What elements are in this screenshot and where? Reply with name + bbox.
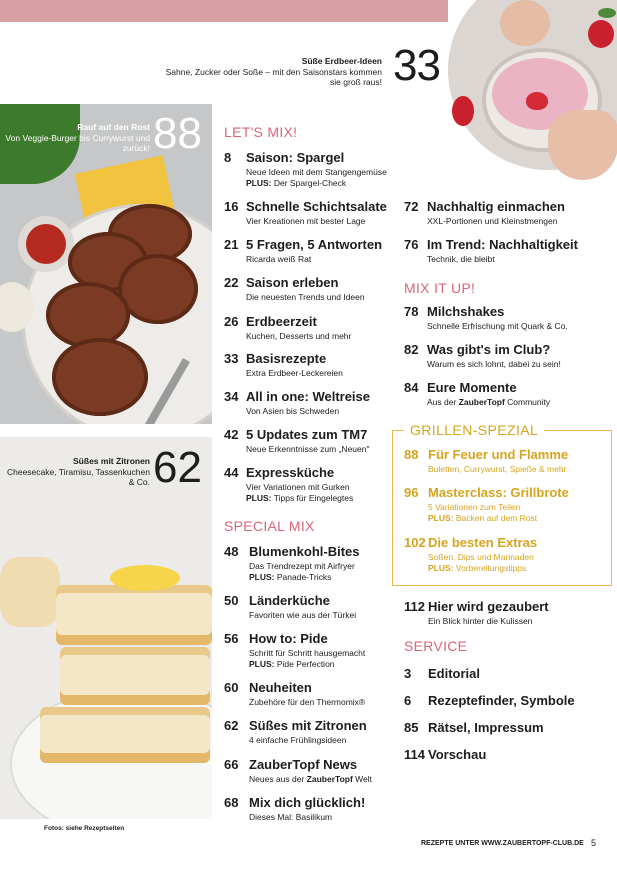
- page-number: 21: [224, 237, 239, 252]
- entry-subtitle: [428, 464, 566, 475]
- entry-title: Neuheiten: [249, 680, 312, 695]
- entry-subtitle: [246, 292, 365, 303]
- subtitle-text: XXL-Portionen und Kleinstmengen: [427, 216, 558, 226]
- footer-url[interactable]: REZEPTE UNTER WWW.ZAUBERTOPF-CLUB.DE: [421, 840, 584, 847]
- entry-subtitle: [249, 610, 356, 621]
- page-number: 48: [224, 544, 239, 559]
- entry-subtitle: Ein Blick hinter die Kulissen: [428, 616, 533, 626]
- subtitle-text: Extra Erdbeer-Leckereien: [246, 368, 343, 378]
- plus-text: Pide Perfection: [276, 658, 335, 669]
- page-number: 84: [404, 380, 419, 395]
- page-number: 6: [404, 693, 412, 708]
- subtitle-text: Buletten, Currywurst, Spieße & mehr: [428, 464, 567, 474]
- subtitle-text: Soßen, Dips und Marinaden: [428, 552, 534, 562]
- plus-label: PLUS:: [428, 562, 454, 573]
- plus-label: PLUS:: [249, 658, 275, 669]
- entry-subtitle: [427, 321, 568, 332]
- entry-title: Rätsel, Impressum: [428, 720, 544, 735]
- subtitle-text: Neue Ideen mit dem Stangengemüse: [246, 167, 387, 177]
- subtitle-after: Welt: [352, 774, 373, 784]
- entry-title: Saison: Spargel: [246, 150, 345, 165]
- feature-lemon[interactable]: [0, 442, 212, 502]
- subtitle-after: Community: [504, 397, 551, 407]
- page-number: 62: [224, 718, 239, 733]
- entry-title: Milchshakes: [427, 304, 505, 319]
- entry-subtitle: [249, 812, 332, 823]
- page-number: 66: [224, 757, 239, 772]
- subtitle-text: Schritt für Schritt hausgemacht: [249, 648, 366, 658]
- entry-title: Erdbeerzeit: [246, 314, 317, 329]
- plus-label: PLUS:: [428, 512, 454, 523]
- entry-title: Nachhaltig einmachen: [427, 199, 565, 214]
- section-mix-it-up: MIX IT UP!: [404, 280, 476, 296]
- entry-title: Basisrezepte: [246, 351, 327, 366]
- subtitle-text: Die neuesten Trends und Ideen: [246, 292, 365, 302]
- page-number: 26: [224, 314, 239, 329]
- page-number: 16: [224, 199, 239, 214]
- photo-credit: Fotos: siehe Rezeptseiten: [44, 825, 125, 832]
- subtitle-text: Zubehöre für den Thermomix®: [249, 697, 366, 707]
- plus-text: Vorbereitungstipps: [455, 562, 527, 573]
- subtitle-text: 5 Variationen zum Teilen: [428, 502, 521, 512]
- page-number: 82: [404, 342, 419, 357]
- entry-title: Die besten Extras: [428, 535, 538, 550]
- subtitle-text: Von Asien bis Schweden: [246, 406, 340, 416]
- strawberry-dessert-photo: [448, 0, 617, 186]
- plus-label: PLUS:: [246, 177, 272, 188]
- plus-text: Der Spargel-Check: [273, 177, 347, 188]
- footer-page-number: 5: [591, 838, 597, 848]
- feature-page-number: 62: [153, 443, 202, 492]
- page-number: 96: [404, 485, 419, 500]
- page-number: 112: [404, 599, 425, 614]
- entry-title: Länderküche: [249, 593, 330, 608]
- section-lets-mix: LET'S MIX!: [224, 124, 298, 140]
- page-number: 50: [224, 593, 239, 608]
- page-number: 56: [224, 631, 239, 646]
- subtitle-text: Warum es sich lohnt, dabei zu sein!: [427, 359, 561, 369]
- entry-subtitle: [246, 216, 365, 227]
- section-service: SERVICE: [404, 638, 468, 654]
- page-number: 85: [404, 720, 419, 735]
- entry-title: Hier wird gezaubert: [428, 599, 549, 614]
- page-number: 114: [404, 747, 425, 762]
- page-number: 72: [404, 199, 419, 214]
- feature-title: Süßes mit Zitronen: [73, 456, 150, 466]
- entry-subtitle: [246, 482, 353, 503]
- entry-subtitle: [246, 167, 387, 188]
- entry-title: All in one: Weltreise: [246, 389, 371, 404]
- entry-title: Süßes mit Zitronen: [249, 718, 367, 733]
- subtitle-text: Neues aus der: [249, 774, 305, 784]
- entry-title: Was gibt's im Club?: [427, 342, 551, 357]
- page-number: 3: [404, 666, 412, 681]
- subtitle-brand: ZauberTopf: [306, 774, 353, 784]
- feature-title: Süße Erdbeer-Ideen: [301, 56, 382, 66]
- entry-subtitle: [427, 254, 495, 265]
- entry-subtitle: [246, 331, 351, 342]
- subtitle-text: Kuchen, Desserts und mehr: [246, 331, 352, 341]
- entry-title: Vorschau: [428, 747, 487, 762]
- page-number: 76: [404, 237, 419, 252]
- entry-title: Mix dich glücklich!: [249, 795, 366, 810]
- entry-subtitle: [249, 561, 355, 582]
- entry-subtitle: [428, 552, 534, 573]
- subtitle-text: Favoriten wie aus der Türkei: [249, 610, 357, 620]
- entry-title: Schnelle Schichtsalate: [246, 199, 387, 214]
- entry-title: Expressküche: [246, 465, 335, 480]
- entry-subtitle: [249, 648, 365, 669]
- entry-subtitle: [427, 216, 557, 227]
- entry-subtitle: [246, 254, 311, 265]
- entry-title: Saison erleben: [246, 275, 339, 290]
- entry-subtitle: [427, 397, 550, 408]
- feature-strawberry[interactable]: [165, 41, 440, 90]
- entry-subtitle: [246, 406, 339, 417]
- entry-title: Masterclass: Grillbrote: [428, 485, 569, 500]
- feature-title: Rauf auf den Rost: [77, 122, 150, 132]
- subtitle-text: Schnelle Erfrischung mit Quark & Co.: [427, 321, 568, 331]
- entry-title: Rezeptefinder, Symbole: [428, 693, 575, 708]
- page-number: 68: [224, 795, 239, 810]
- section-special-mix: SPECIAL MIX: [224, 518, 315, 534]
- plus-text: Panade-Tricks: [276, 571, 332, 582]
- entry-subtitle: [246, 368, 343, 379]
- plus-text: Tipps für Eingelegtes: [273, 492, 354, 503]
- entry-title: Eure Momente: [427, 380, 517, 395]
- subtitle-text: Vier Variationen mit Gurken: [246, 482, 350, 492]
- page-number: 33: [224, 351, 239, 366]
- section-grillen-spezial: GRILLEN-SPEZIAL: [404, 422, 544, 438]
- subtitle-brand: ZauberTopf: [458, 397, 505, 407]
- entry-subtitle: [427, 359, 561, 370]
- entry-title: How to: Pide: [249, 631, 328, 646]
- page-number: 34: [224, 389, 239, 404]
- plus-label: PLUS:: [249, 571, 275, 582]
- page-number: 60: [224, 680, 239, 695]
- entry-title: ZauberTopf News: [249, 757, 358, 772]
- feature-page-number: 88: [153, 109, 202, 158]
- page-number: 8: [224, 150, 232, 165]
- page-number: 44: [224, 465, 239, 480]
- plus-label: PLUS:: [246, 492, 272, 503]
- entry-title: 5 Updates zum TM7: [246, 427, 368, 442]
- subtitle-text: Ricarda weiß Rat: [246, 254, 312, 264]
- page-number: 42: [224, 427, 239, 442]
- feature-text: Von Veggie-Burger bis Currywurst und zurück!: [5, 132, 150, 153]
- entry-title: Für Feuer und Flamme: [428, 447, 569, 462]
- feature-page-number: 33: [393, 41, 440, 90]
- feature-text: Cheesecake, Tiramisu, Tassenkuchen & Co.: [6, 466, 150, 487]
- subtitle-text: Das Trendrezept mit Airfryer: [249, 561, 355, 571]
- feature-text: Sahne, Zucker oder Soße – mit den Saisonstars kommen sie groß raus!: [165, 66, 382, 87]
- subtitle-text: Dieses Mal: Basilikum: [249, 812, 333, 822]
- plus-text: Backen auf dem Rost: [455, 512, 538, 523]
- entry-title: 5 Fragen, 5 Antworten: [246, 237, 383, 252]
- page-number: 22: [224, 275, 239, 290]
- subtitle-text: Vier Kreationen mit bester Lage: [246, 216, 366, 226]
- entry-title: Editorial: [428, 666, 481, 681]
- entry-subtitle: [249, 735, 346, 746]
- entry-subtitle: [246, 444, 370, 455]
- feature-grill[interactable]: [0, 108, 212, 168]
- subtitle-text: Technik, die bleibt: [427, 254, 495, 264]
- subtitle-text: Neue Erkenntnisse zum „Neuen": [246, 444, 370, 454]
- entry-subtitle: [249, 774, 372, 785]
- subtitle-text: Aus der: [427, 397, 457, 407]
- entry-title: Blumenkohl-Bites: [249, 544, 360, 559]
- entry-title: Im Trend: Nachhaltigkeit: [427, 237, 578, 252]
- page-number: 88: [404, 447, 419, 462]
- page-number: 78: [404, 304, 419, 319]
- entry-subtitle: [249, 697, 365, 708]
- subtitle-text: 4 einfache Frühlingsideen: [249, 735, 347, 745]
- entry-subtitle: [428, 502, 537, 523]
- page-number: 102: [404, 535, 426, 550]
